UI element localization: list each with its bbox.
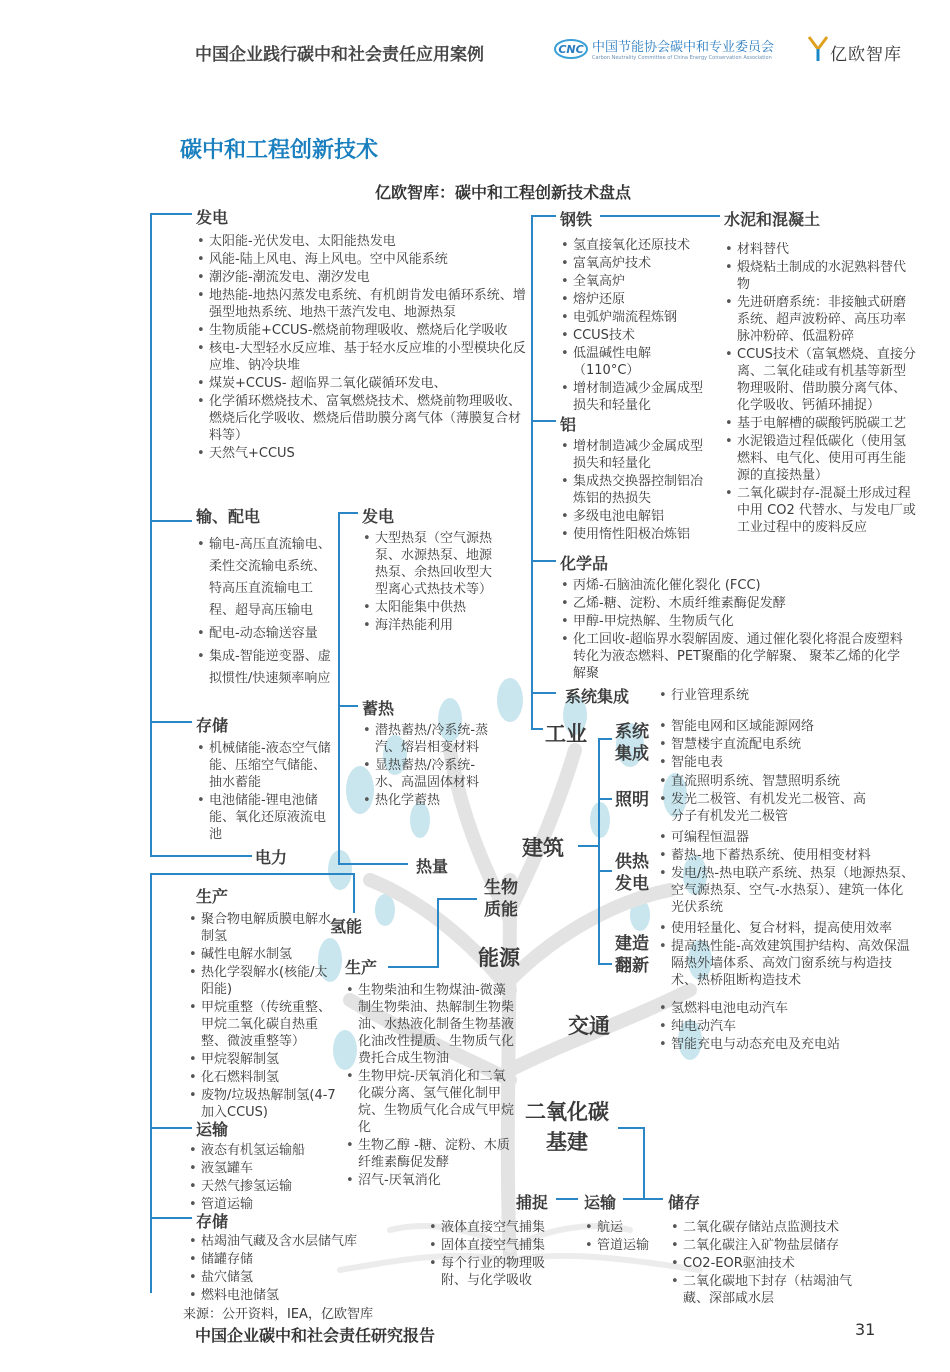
co2-storage-title: 储存	[668, 1193, 701, 1212]
co2-transport-title: 运输	[584, 1193, 617, 1212]
building-label: 建筑	[522, 836, 564, 860]
list-item: • 液氢罐车	[188, 1160, 348, 1177]
biomass-label: 生物质能	[484, 878, 518, 920]
list-item: • 化工回收-超临界水裂解固废、通过催化裂化将混合废塑料转化为液态燃料、PET聚酯的化学解聚、 聚苯乙烯的化学解聚	[560, 631, 910, 682]
bld-sys-title: 系统集成	[615, 722, 649, 764]
h2-transport-title: 运输	[196, 1120, 229, 1139]
list-item: • 化学循环燃烧技术、富氧燃烧技术、燃烧前物理吸收、燃烧后化学吸收、燃烧后借助膜分离气体（薄膜复合材料等）	[196, 393, 531, 444]
co2-storage-list	[670, 1219, 865, 1308]
list-item: • CO2-EOR驱油技术	[670, 1255, 865, 1272]
steel-list	[560, 237, 710, 415]
list-item: • 管道运输	[584, 1237, 664, 1254]
list-item: • 二氧化碳地下封存（枯竭油气藏、深部咸水层	[670, 1273, 865, 1307]
connector-line	[437, 898, 477, 900]
list-item: • 先进研磨系统：非接触式研磨系统、超声波粉碎、高压功率脉冲粉碎、低温粉碎	[724, 294, 916, 345]
sys-int-industry-title: 系统集成	[565, 687, 630, 706]
list-item: • 氢燃料电池电动汽车	[658, 1000, 888, 1017]
list-item: • 燃料电池储氢	[188, 1287, 388, 1304]
list-item: • 储罐存储	[188, 1251, 388, 1268]
industry-label: 工业	[545, 722, 587, 746]
cnc-logo	[553, 34, 589, 64]
connector-line	[338, 863, 408, 865]
list-item: • 纯电动汽车	[658, 1018, 888, 1035]
building-bracket-line	[598, 738, 600, 965]
list-item: • 二氧化碳注入矿物盐层储存	[670, 1237, 865, 1254]
list-item: • 煅烧粘土制成的水泥熟料替代物	[724, 259, 916, 293]
list-item: • 化石燃料制氢	[188, 1069, 336, 1086]
h2-storage-title: 存储	[196, 1212, 229, 1231]
list-item: • 液体直接空气捕集	[428, 1219, 558, 1236]
list-item: • 发光二极管、有机发光二极管、高分子有机发光二极管	[658, 791, 873, 825]
list-item: • 航运	[584, 1219, 664, 1236]
capture-list	[428, 1219, 558, 1290]
list-item: • 核电-大型轻水反应堆、基于轻水反应堆的小型模块化反应堆、钠冷块堆	[196, 340, 531, 374]
list-item: • 丙烯-石脑油流化催化裂化 (FCC)	[560, 577, 910, 594]
connector-line	[531, 215, 556, 217]
list-item: • 输电-高压直流输电、柔性交流输电系统、特高压直流输电工程、超导高压输电	[196, 534, 338, 622]
list-item: • 使用惰性阳极冶炼铝	[560, 526, 710, 543]
capture-title: 捕捉	[516, 1193, 549, 1212]
chart-title: 亿欧智库：碳中和工程创新技术盘点	[375, 183, 632, 202]
biomass-bracket-line	[437, 898, 439, 968]
connector-line	[150, 873, 355, 875]
list-item: • 海洋热能利用	[362, 617, 492, 634]
list-item: • 碱性电解水制氢	[188, 946, 336, 963]
co2-label: 二氧化碳基建	[525, 1100, 609, 1154]
connector-line	[598, 870, 612, 872]
connector-line	[598, 738, 612, 740]
connector-line	[598, 798, 612, 800]
list-item: • 智慧楼宇直流配电系统	[658, 736, 898, 753]
cnc-logo-text: CNC	[558, 43, 584, 56]
list-item: • 增材制造减少金属成型损失和轻量化	[560, 438, 710, 472]
list-item: • 风能-陆上风电、海上风电。空中风能系统	[196, 251, 531, 268]
list-item: • 显热蓄热/冷系统-水、高温固体材料	[362, 757, 492, 791]
power-bracket-line	[150, 213, 152, 856]
h2-transport-list	[188, 1142, 348, 1214]
lighting-title: 照明	[615, 790, 649, 810]
connector-line	[531, 728, 543, 730]
list-item: • CCUS技术	[560, 327, 710, 344]
list-item: • 甲烷裂解制氢	[188, 1051, 336, 1068]
lighting-list	[658, 773, 873, 826]
list-item: • 液态有机氢运输船	[188, 1142, 348, 1159]
list-item: • 电弧炉端流程炼钢	[560, 309, 710, 326]
list-item: • 增材制造减少金属成型损失和轻量化	[560, 380, 710, 414]
connector-line	[531, 560, 556, 562]
list-item: • 氢直接氧化还原技术	[560, 237, 710, 254]
list-item: • 可编程恒温器	[658, 829, 916, 846]
list-item: • 大型热泵（空气源热泵、水源热泵、地源热泵、余热回收型大型离心式热技术等）	[362, 530, 492, 598]
hydrogen-bracket-line	[150, 873, 152, 1293]
heat-store-list	[362, 722, 492, 810]
retrofit-title: 建造翻新	[615, 934, 649, 976]
list-item: • 生物质能+CCUS-燃烧前物理吸收、燃烧后化学吸收	[196, 322, 531, 339]
list-item: • 发电/热-热电联产系统、热泵（地源热泵、空气源热泵、空气-水热泵）、建筑一体化光伏系统	[658, 865, 916, 916]
org-subtitle: Carbon Neutrality Committee of China Energy Conservation Association	[592, 55, 772, 61]
list-item: • 生物乙醇 -糖、淀粉、木质纤维素酶促发酵	[345, 1137, 515, 1171]
list-item: • 地热能-地热闪蒸发电系统、有机朗肯发电循环系统、增强型地热系统、地热干蒸汽发电、地源热泵	[196, 287, 531, 321]
list-item: • 智能电表	[658, 754, 898, 771]
list-item: • 生物甲烷-厌氧消化和二氧化碳分离、氢气催化制甲烷、生物质气化合成气甲烷化	[345, 1068, 515, 1136]
list-item: • 智能充电与动态充电及充电站	[658, 1036, 888, 1053]
connector-line	[353, 873, 355, 913]
connector-line	[150, 213, 192, 215]
list-item: • 智能电网和区域能源网络	[658, 718, 898, 735]
list-item: • 全氧高炉	[560, 273, 710, 290]
co2-bracket-line	[643, 1127, 645, 1199]
bld-sys-list	[658, 718, 898, 772]
list-item: • 甲烷重整（传统重整、甲烷二氧化碳自热重整、微波重整等）	[188, 999, 336, 1050]
list-item: • 潮汐能-潮流发电、潮汐发电	[196, 269, 531, 286]
list-item: • 废物/垃圾热解制氢(4-7加入CCUS)	[188, 1087, 336, 1121]
bio-prod-title: 生产	[345, 958, 378, 977]
list-item: • 聚合物电解质膜电解水制氢	[188, 911, 336, 945]
list-item: • 集成热交换器控制铝冶炼铝的热损失	[560, 473, 710, 507]
retrofit-list	[658, 920, 916, 990]
transmission-title: 输、配电	[196, 507, 261, 526]
list-item: • 富氧高炉技术	[560, 255, 710, 272]
connector-line	[338, 705, 358, 707]
industry-bracket-line	[531, 215, 533, 730]
list-item: • 二氧化碳封存-混凝土形成过程中用 CO2 代替水、与发电厂或工业过程中的废料反应	[724, 485, 916, 536]
cement-list	[724, 241, 916, 537]
list-item: • 使用轻量化、复合材料，提高使用效率	[658, 920, 916, 937]
heating-list	[658, 829, 916, 917]
list-item: • 天然气+CCUS	[196, 445, 531, 462]
list-item: • 乙烯-糖、淀粉、木质纤维素酶促发酵	[560, 595, 910, 612]
energy-label: 能源	[478, 946, 520, 970]
list-item: • 直流照明系统、智慧照明系统	[658, 773, 873, 790]
org-name: 中国节能协会碳中和专业委员会	[592, 40, 775, 55]
connector-line	[600, 215, 720, 217]
heat-store-title: 蓄热	[362, 699, 395, 718]
yiou-logo-icon	[807, 35, 829, 63]
list-item: • 管道运输	[188, 1196, 348, 1213]
list-item: • 机械储能-液态空气储能、压缩空气储能、抽水蓄能	[196, 740, 336, 791]
list-item: • 天然气掺氢运输	[188, 1178, 348, 1195]
list-item: • 煤炭+CCUS- 超临界二氧化碳循环发电、	[196, 375, 531, 392]
section-title: 碳中和工程创新技术	[180, 138, 379, 163]
bio-prod-list	[345, 982, 515, 1190]
list-item: • 太阳能-光伏发电、太阳能热发电	[196, 233, 531, 250]
list-item: • 提高热性能-高效建筑围护结构、高效保温隔热外墙体系、高效门窗系统与构造技术、热桥阻断构造技术	[658, 938, 916, 989]
heat-bracket-line	[338, 512, 340, 864]
cement-title: 水泥和混凝土	[724, 210, 821, 229]
connector-line	[150, 520, 192, 522]
header-title: 中国企业践行碳中和社会责任应用案例	[195, 45, 484, 65]
connector-line	[531, 420, 556, 422]
list-item: • 生物柴油和生物煤油-微藻制生物柴油、热解制生物柴油、水热液化制备生物基液化油改性提质、生物质气化费托合成生物油	[345, 982, 515, 1067]
list-item: • 行业管理系统	[658, 687, 808, 704]
connector-line	[338, 512, 358, 514]
list-item: • 蓄热-地下蓄热系统、使用相变材料	[658, 847, 916, 864]
electric-label: 电力	[255, 848, 288, 867]
list-item: • 固体直接空气捕集	[428, 1237, 558, 1254]
h2-storage-list	[188, 1233, 388, 1305]
aluminum-title: 铝	[560, 415, 577, 434]
connector-line	[578, 845, 600, 847]
storage-elec-list	[196, 740, 336, 844]
list-item: • 熔炉还原	[560, 291, 710, 308]
list-item: • 枯竭油气藏及含水层储气库	[188, 1233, 388, 1250]
heat-gen-title: 发电	[362, 507, 395, 526]
list-item: • 热化学裂解水(核能/太阳能)	[188, 964, 336, 998]
source-note: 来源：公开资料，IEA，亿欧智库	[183, 1307, 373, 1322]
chemicals-title: 化学品	[560, 554, 609, 573]
list-item: • 水泥锻造过程低碳化（使用氢燃料、电气化、使用可再生能源的直接热量）	[724, 433, 916, 484]
aluminum-list	[560, 438, 710, 544]
co2-transport-list	[584, 1219, 664, 1255]
list-item: • 甲醇-甲烷热解、生物质气化	[560, 613, 910, 630]
heat-gen-list	[362, 530, 492, 635]
list-item: • 每个行业的物理吸附、与化学吸收	[428, 1255, 558, 1289]
connector-line	[556, 1198, 578, 1200]
connector-line	[598, 963, 612, 965]
hydrogen-label: 氢能	[330, 917, 363, 936]
list-item: • 二氧化碳存储站点监测技术	[670, 1219, 865, 1236]
list-item: • CCUS技术（富氧燃烧、直接分离、二氧化硅或有机基等新型物理吸附、借助膜分离气体、化学吸收、钙循环捕捉）	[724, 346, 916, 414]
list-item: • 基于电解槽的碳酸钙脱碳工艺	[724, 415, 916, 432]
power-gen-list	[196, 233, 531, 463]
list-item: • 多级电池电解铝	[560, 508, 710, 525]
list-item: • 配电-动态输送容量	[196, 623, 338, 645]
page-number: 31	[855, 1320, 876, 1339]
storage-elec-title: 存储	[196, 716, 229, 735]
list-item: • 沼气-厌氧消化	[345, 1172, 515, 1189]
list-item: • 热化学蓄热	[362, 792, 492, 809]
transport-list	[658, 1000, 888, 1054]
steel-title: 钢铁	[560, 210, 593, 229]
chemicals-list	[560, 577, 910, 683]
h2-prod-list	[188, 911, 336, 1122]
list-item: • 低温碱性电解（110°C）	[560, 345, 710, 379]
list-item: • 太阳能集中供热	[362, 599, 492, 616]
sys-int-industry-list	[658, 687, 808, 705]
list-item: • 集成-智能逆变器、虚拟惯性/快速频率响应	[196, 646, 338, 690]
brand-name: 亿欧智库	[830, 45, 902, 65]
connector-line	[618, 1127, 643, 1129]
transmission-list	[196, 534, 338, 691]
h2-prod-title: 生产	[196, 887, 229, 906]
transport-label: 交通	[568, 1014, 610, 1038]
list-item: • 盐穴储氢	[188, 1269, 388, 1286]
report-title: 中国企业碳中和社会责任研究报告	[195, 1326, 436, 1345]
connector-line	[150, 721, 192, 723]
power-gen-title: 发电	[196, 208, 229, 227]
heating-title: 供热发电	[615, 852, 649, 894]
connector-line	[150, 855, 252, 857]
list-item: • 潜热蓄热/冷系统-蒸汽、熔岩相变材料	[362, 722, 492, 756]
list-item: • 材料替代	[724, 241, 916, 258]
connector-line	[388, 966, 439, 968]
list-item: • 电池储能-锂电池储能、氧化还原液流电池	[196, 792, 336, 843]
connector-line	[150, 1127, 192, 1129]
connector-line	[623, 1198, 663, 1200]
heat-label: 热量	[416, 857, 449, 876]
connector-line	[150, 1217, 192, 1219]
connector-line	[531, 692, 556, 694]
